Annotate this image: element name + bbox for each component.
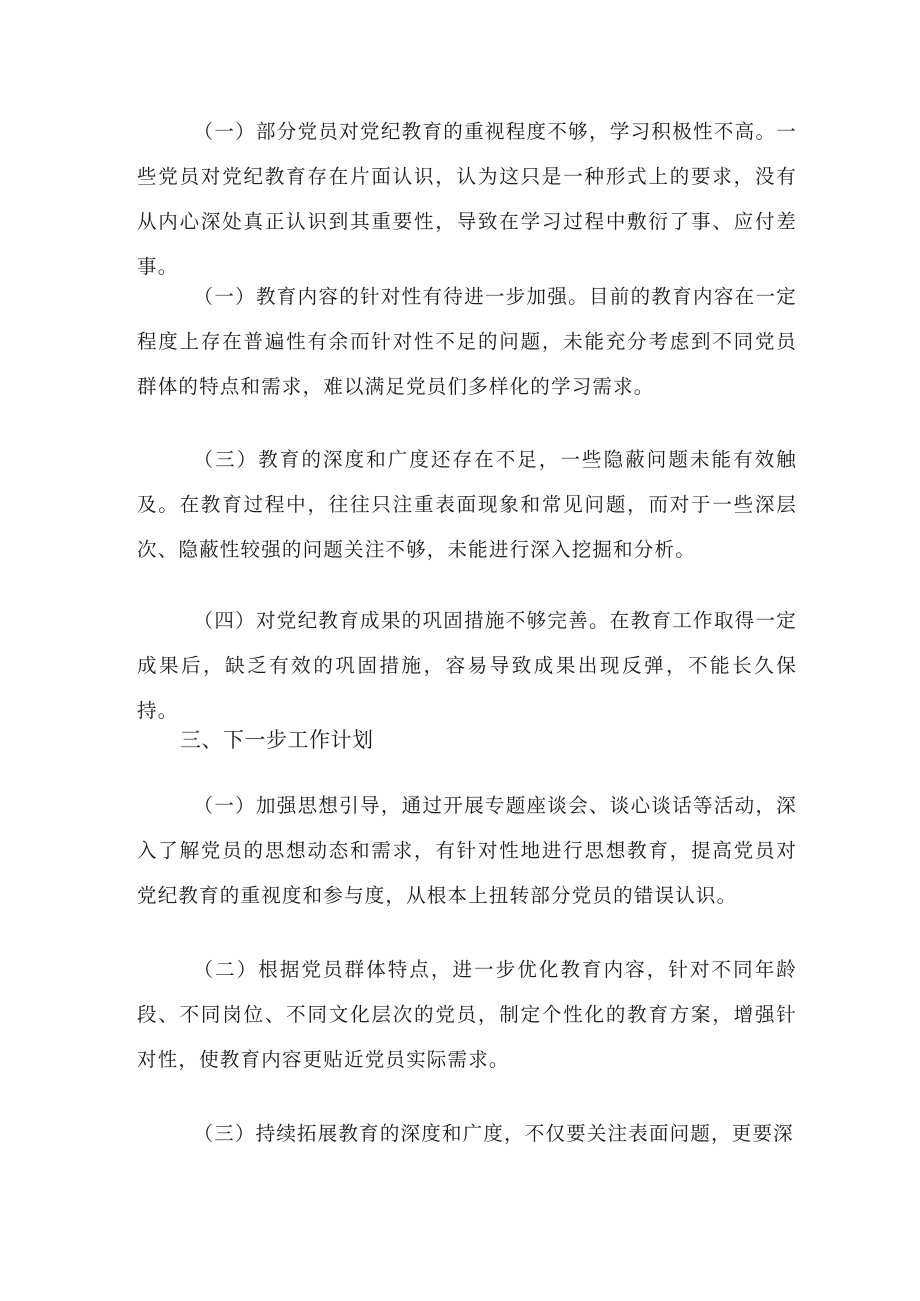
paragraph-plan-3: （三）持续拓展教育的深度和广度，不仅要关注表面问题，更要深	[193, 1122, 794, 1145]
paragraph-issue-2: （一）教育内容的针对性有待进一步加强。目前的教育内容在一定程度上存在普遍性有余而针对性不足的问题，未能充分考虑到不同党员群体的特点和需求，难以满足党员们多样化的学习需求。	[137, 285, 797, 398]
section-heading: 三、下一步工作计划	[180, 728, 374, 752]
paragraph-plan-2: （二）根据党员群体特点，进一步优化教育内容，针对不同年龄段、不同岗位、不同文化层次的党员，制定个性化的教育方案，增强针对性，使教育内容更贴近党员实际需求。	[137, 958, 797, 1071]
paragraph-issue-1: （一）部分党员对党纪教育的重视程度不够，学习积极性不高。一些党员对党纪教育存在片面认识，认为这只是一种形式上的要求，没有从内心深处真正认识到其重要性，导致在学习过程中敷衍了事、应付差事。	[137, 120, 797, 278]
paragraph-plan-1: （一）加强思想引导，通过开展专题座谈会、谈心谈话等活动，深入了解党员的思想动态和需求，有针对性地进行思想教育，提高党员对党纪教育的重视度和参与度，从根本上扭转部分党员的错误认识。	[137, 794, 797, 907]
paragraph-issue-3: （三）教育的深度和广度还存在不足，一些隐蔽问题未能有效触及。在教育过程中，往往只注重表面现象和常见问题，而对于一些深层次、隐蔽性较强的问题关注不够，未能进行深入挖掘和分析。	[137, 448, 797, 561]
paragraph-issue-4: （四）对党纪教育成果的巩固措施不够完善。在教育工作取得一定成果后，缺乏有效的巩固措施，容易导致成果出现反弹，不能长久保持。	[137, 609, 797, 722]
